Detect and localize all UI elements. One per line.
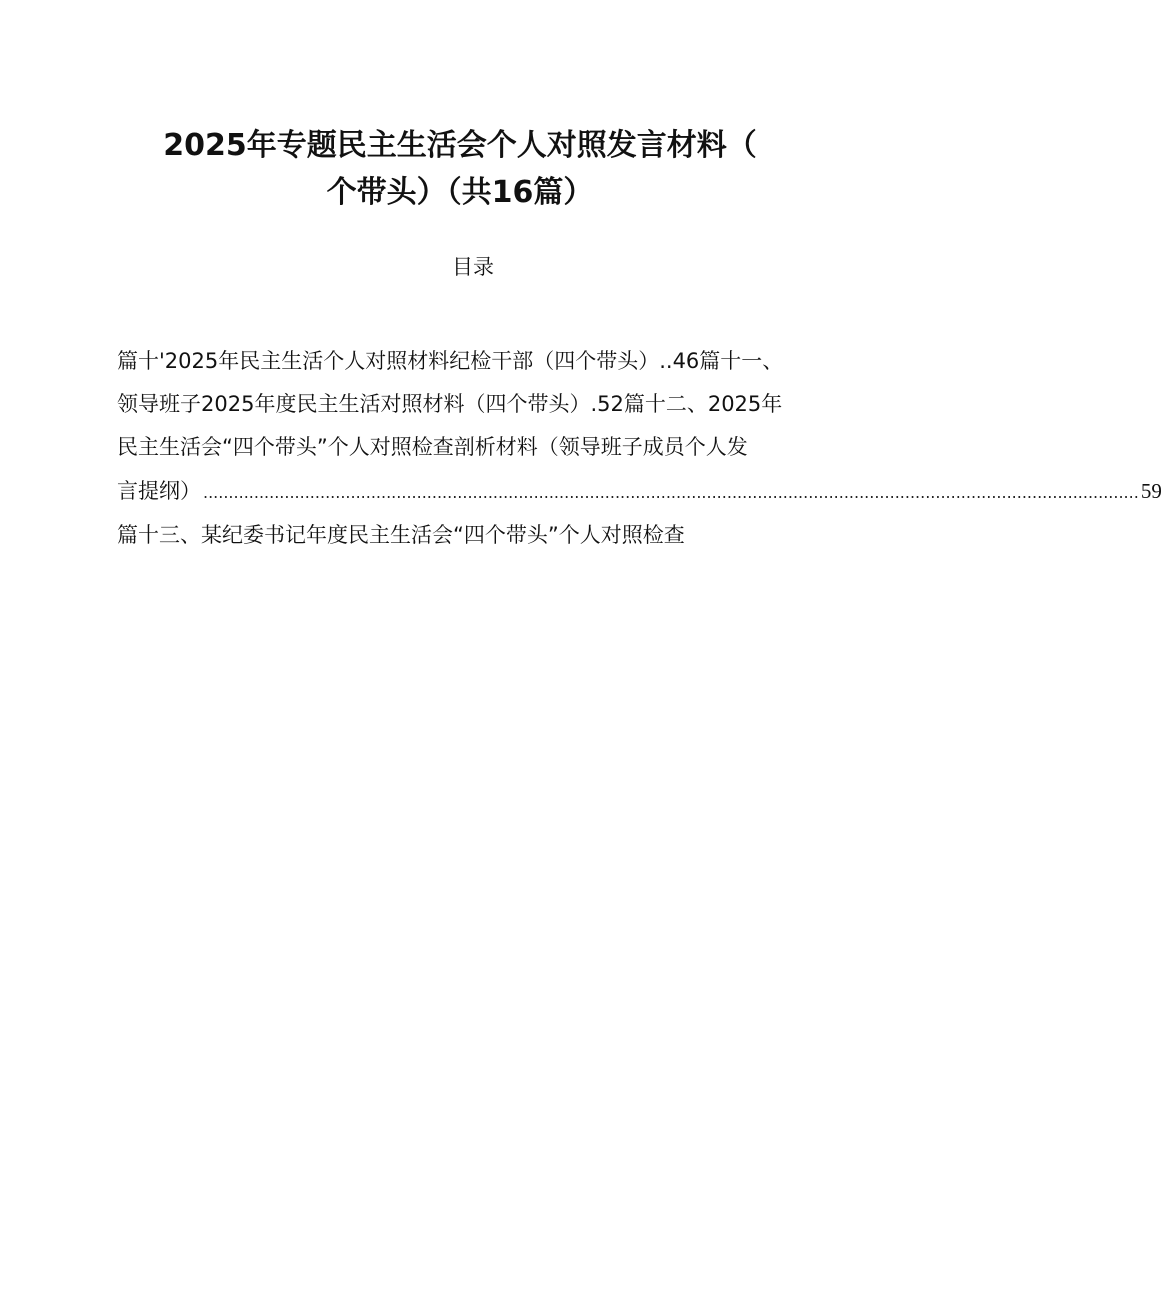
- toc-line[interactable]: 篇十三、某纪委书记年度民主生活会“四个带头”个人对照检查: [117, 523, 685, 547]
- document-title-line-2: 个带头）（共16篇）: [326, 175, 594, 210]
- toc-entry-text: 言提纲）: [117, 479, 201, 503]
- toc-line[interactable]: 民主生活会“四个带头”个人对照检查剖析材料（领导班子成员个人发: [117, 435, 748, 459]
- document-title-line-1: 2025年专题民主生活会个人对照发言材料（: [163, 128, 757, 163]
- toc-heading: 目录: [452, 255, 494, 279]
- dot-leader: ........................................................................................................................................................................................: [203, 483, 1139, 502]
- toc-line-with-page-number[interactable]: [117, 471, 1162, 513]
- toc-page-number: 59: [1140, 479, 1162, 503]
- toc-line[interactable]: 领导班子2025年度民主生活对照材料（四个带头）.52篇十二、2025年: [117, 392, 783, 416]
- toc-line[interactable]: 篇十'2025年民主生活个人对照材料纪检干部（四个带头）..46篇十一、: [117, 349, 784, 373]
